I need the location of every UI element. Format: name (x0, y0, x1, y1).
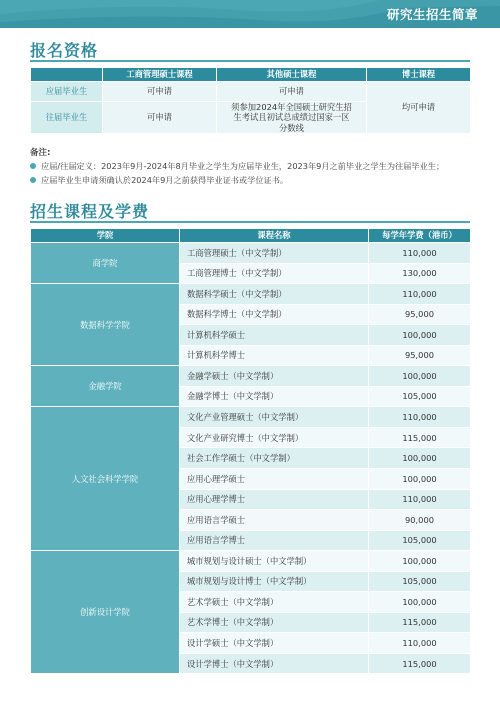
program-fee-cell: 110,000 (369, 243, 471, 264)
school-cell: 商学院 (31, 243, 180, 284)
note-item (30, 161, 444, 172)
program-fee-cell: 95,000 (369, 345, 471, 366)
program-fee-cell: 130,000 (369, 263, 471, 284)
program-name-cell: 计算机科学硕士 (180, 325, 369, 346)
programs-rule (30, 221, 470, 223)
programs-title: 招生课程及学费 (30, 202, 150, 221)
programs-header-row (31, 229, 471, 243)
program-name-cell: 金融学硕士（中文学制） (180, 366, 369, 387)
table-row (31, 243, 471, 264)
program-fee-cell: 110,000 (369, 633, 471, 654)
eligibility-cell-requirement: 须参加2024年全国硕士研究生招生考试且初试总成绩过国家一区分数线 (217, 102, 367, 134)
program-fee-cell: 100,000 (369, 448, 471, 469)
eligibility-row-fresh (31, 82, 471, 102)
bullet-icon (30, 163, 36, 169)
program-name-cell: 城市规划与设计硕士（中文学制） (180, 551, 369, 572)
eligibility-row-label: 应届毕业生 (31, 82, 103, 102)
program-fee-cell: 95,000 (369, 304, 471, 325)
note-item (30, 175, 288, 186)
program-fee-cell: 100,000 (369, 366, 471, 387)
program-name-cell: 应用心理学硕士 (180, 469, 369, 490)
note-text: 应届/往届定义：2023年9月-2024年8月毕业之学生为应届毕业生，2023年9月之前毕业之学生为往届毕业生； (41, 161, 445, 171)
program-name-cell: 设计学硕士（中文学制） (180, 633, 369, 654)
program-fee-cell: 105,000 (369, 530, 471, 551)
program-name-cell: 金融学博士（中文学制） (180, 386, 369, 407)
program-fee-cell: 100,000 (369, 592, 471, 613)
program-fee-cell: 100,000 (369, 325, 471, 346)
eligibility-row-label: 往届毕业生 (31, 102, 103, 134)
program-name-cell: 工商管理硕士（中文学制） (180, 243, 369, 264)
program-name-cell: 数据科学硕士（中文学制） (180, 284, 369, 305)
note-text: 应届毕业生申请须确认於2024年9月之前获得毕业证书或学位证书。 (41, 175, 289, 185)
program-fee-cell: 115,000 (369, 612, 471, 633)
school-cell: 人文社会科学学院 (31, 407, 180, 551)
program-name-cell: 艺术学硕士（中文学制） (180, 592, 369, 613)
programs-table (30, 228, 471, 674)
eligibility-col-phd: 博士课程 (367, 68, 471, 82)
header-banner (0, 0, 500, 28)
program-name-cell: 文化产业管理硕士（中文学制） (180, 407, 369, 428)
program-name-cell: 计算机科学博士 (180, 345, 369, 366)
program-fee-cell: 100,000 (369, 469, 471, 490)
table-row (31, 366, 471, 387)
program-name-cell: 文化产业研究博士（中文学制） (180, 427, 369, 448)
eligibility-rule (30, 60, 470, 62)
program-fee-cell: 105,000 (369, 571, 471, 592)
program-name-cell: 社会工作学硕士（中文学制） (180, 448, 369, 469)
eligibility-col-mba: 工商管理硕士课程 (103, 68, 217, 82)
program-name-cell: 城市规划与设计博士（中文学制） (180, 571, 369, 592)
school-cell: 数据科学学院 (31, 284, 180, 366)
program-name-cell: 设计学博士（中文学制） (180, 653, 369, 674)
program-name-cell: 应用语言学博士 (180, 530, 369, 551)
program-name-cell: 数据科学博士（中文学制） (180, 304, 369, 325)
program-name-cell: 艺术学博士（中文学制） (180, 612, 369, 633)
table-row (31, 284, 471, 305)
programs-col-school: 学院 (31, 229, 180, 243)
programs-col-fee: 每学年学费（港币） (369, 229, 471, 243)
eligibility-table (30, 67, 471, 134)
eligibility-cell: 可申请 (103, 82, 217, 102)
program-fee-cell: 90,000 (369, 510, 471, 531)
eligibility-col-0 (31, 68, 103, 82)
eligibility-title: 报名资格 (30, 41, 99, 60)
eligibility-cell: 可申请 (217, 82, 367, 102)
program-fee-cell: 110,000 (369, 407, 471, 428)
program-name-cell: 应用语言学硕士 (180, 510, 369, 531)
school-cell: 创新设计学院 (31, 551, 180, 674)
bullet-icon (30, 177, 36, 183)
school-cell: 金融学院 (31, 366, 180, 407)
header-title: 研究生招生简章 (386, 7, 478, 22)
table-row (31, 407, 471, 428)
program-fee-cell: 115,000 (369, 653, 471, 674)
table-row (31, 551, 471, 572)
eligibility-cell: 可申请 (103, 102, 217, 134)
program-fee-cell: 105,000 (369, 386, 471, 407)
notes-heading: 备注: (30, 148, 51, 158)
eligibility-header-row (31, 68, 471, 82)
program-fee-cell: 100,000 (369, 551, 471, 572)
program-fee-cell: 110,000 (369, 489, 471, 510)
programs-col-name: 课程名称 (180, 229, 369, 243)
program-fee-cell: 110,000 (369, 284, 471, 305)
program-fee-cell: 115,000 (369, 427, 471, 448)
program-name-cell: 工商管理博士（中文学制） (180, 263, 369, 284)
eligibility-col-other: 其他硕士课程 (217, 68, 367, 82)
program-name-cell: 应用心理学博士 (180, 489, 369, 510)
eligibility-phd-cell: 均可申请 (367, 82, 471, 134)
